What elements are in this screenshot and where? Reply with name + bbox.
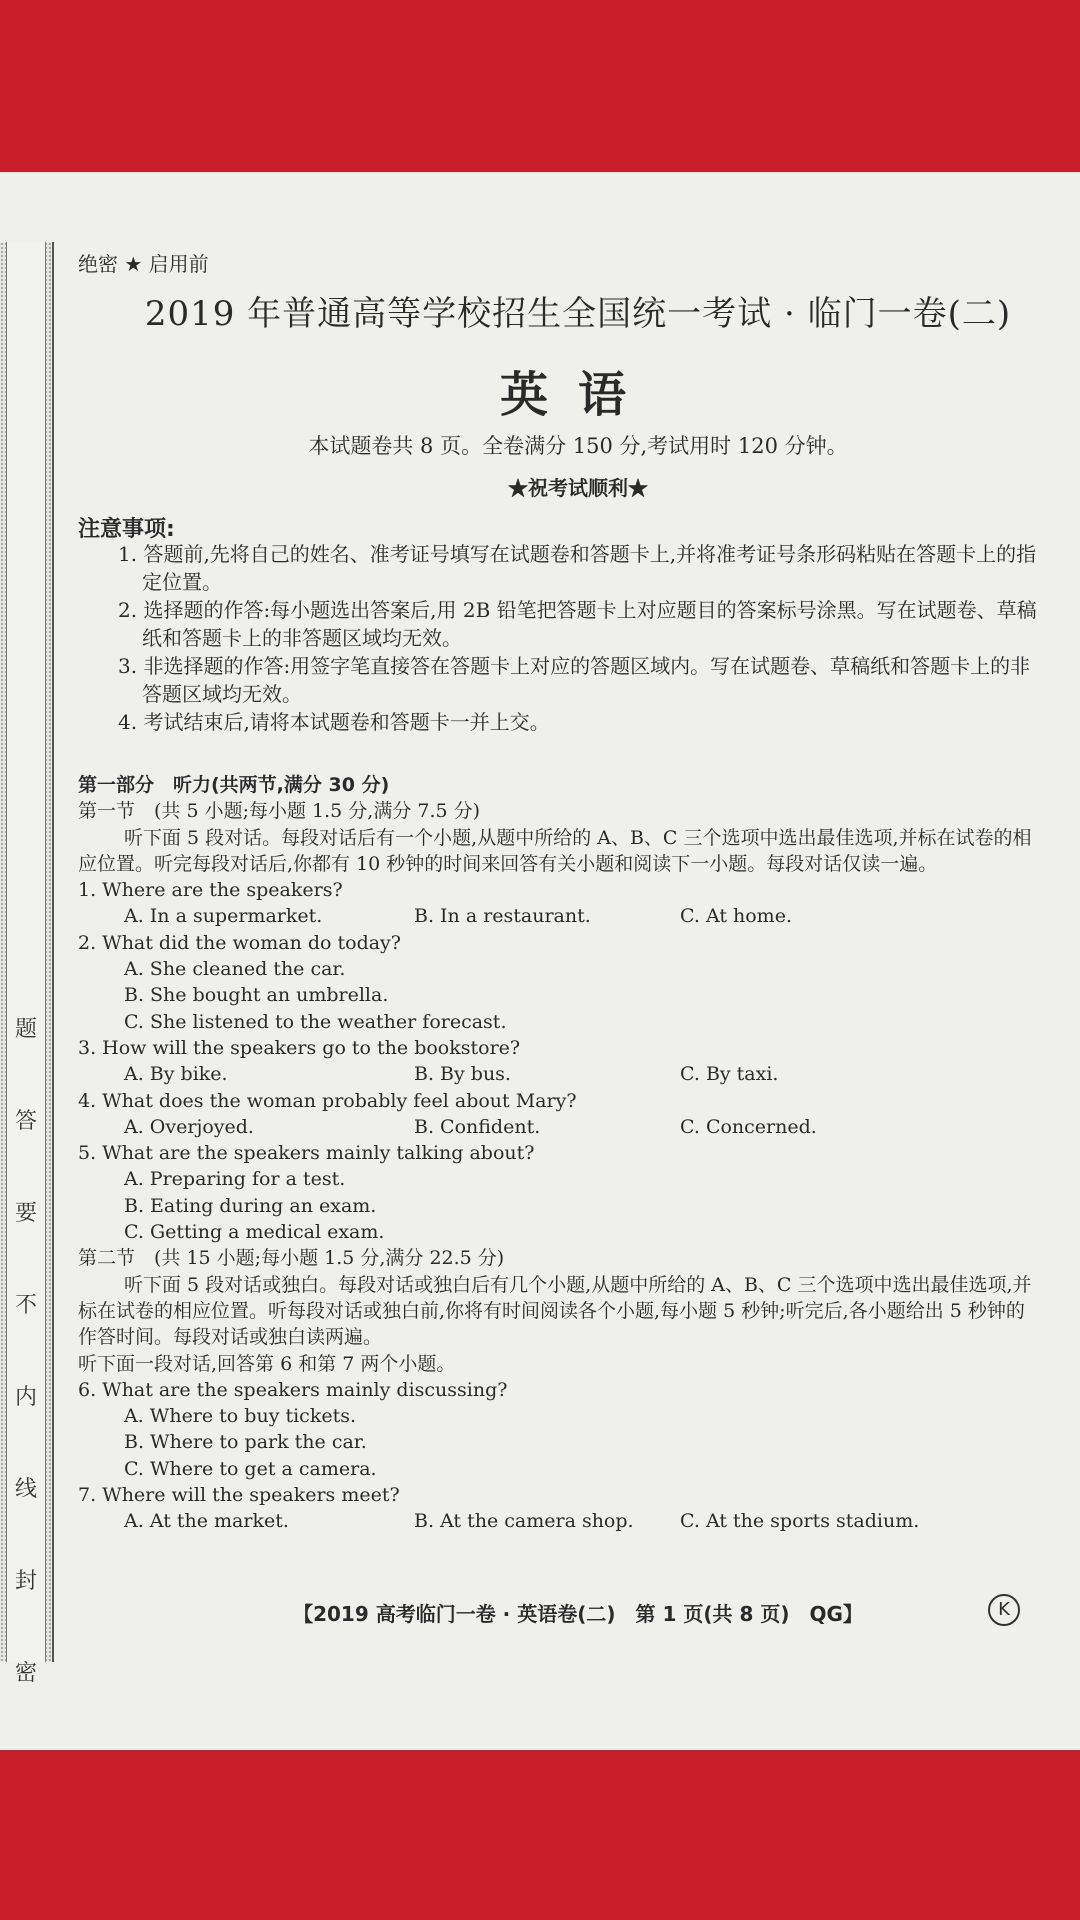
section-instructions: 听下面 5 段对话。每段对话后有一个小题,从题中所给的 A、B、C 三个选项中选出最佳选项,并标在试卷的相应位置。听完每段对话后,你都有 10 秒钟的时间来回答有关小题和阅读下一小题。每段对话仅读一遍。 — [78, 826, 1032, 875]
option-c: C. Getting a medical exam. — [124, 1221, 385, 1244]
seal-char: 封 — [14, 1569, 37, 1594]
seal-char: 线 — [14, 1477, 37, 1502]
exam-paper — [0, 172, 1080, 1750]
seal-char: 答 — [14, 1109, 37, 1134]
question-options — [78, 1508, 1038, 1534]
option-a: A. At the market. — [124, 1510, 289, 1533]
listening-part — [78, 772, 1038, 1535]
question-stem: 6. What are the speakers mainly discussing? — [78, 1378, 508, 1401]
question-stem: 4. What does the woman probably feel about Mary? — [78, 1089, 577, 1112]
question-stem: 2. What did the woman do today? — [78, 931, 401, 954]
question-options — [78, 903, 1038, 929]
option-c: C. By taxi. — [680, 1063, 779, 1086]
question-stem: 5. What are the speakers mainly talking about? — [78, 1142, 535, 1165]
seal-char: 不 — [14, 1293, 37, 1318]
good-luck-line: ★祝考试顺利★ — [508, 476, 648, 500]
secret-label: 绝密 ★ 启用前 — [78, 252, 209, 276]
option-c: C. She listened to the weather forecast. — [124, 1010, 507, 1033]
option-a: A. By bike. — [124, 1063, 228, 1086]
notice-list — [118, 540, 1038, 736]
option-b: B. By bus. — [414, 1063, 511, 1086]
option-c: C. At home. — [680, 905, 792, 928]
question-stem: 1. Where are the speakers? — [78, 879, 343, 902]
exam-info: 本试题卷共 8 页。全卷满分 150 分,考试用时 120 分钟。 — [308, 434, 848, 458]
question-stem: 7. Where will the speakers meet? — [78, 1484, 400, 1507]
part-heading: 第一部分 听力(共两节,满分 30 分) — [78, 774, 390, 796]
option-b: B. At the camera shop. — [414, 1510, 634, 1533]
notice-item: 2. 选择题的作答:每小题选出答案后,用 2B 铅笔把答题卡上对应题目的答案标号涂黑。写在试题卷、草稿纸和答题卡上的非答题区域均无效。 — [118, 598, 1037, 650]
dialogue-lead: 听下面一段对话,回答第 6 和第 7 两个小题。 — [78, 1352, 456, 1375]
option-b: B. Where to park the car. — [124, 1431, 367, 1454]
option-a: A. Overjoyed. — [124, 1115, 254, 1138]
option-b: B. Confident. — [414, 1115, 541, 1138]
seal-char: 内 — [14, 1385, 37, 1410]
option-a: A. Preparing for a test. — [124, 1168, 346, 1191]
notice-item: 4. 考试结束后,请将本试题卷和答题卡一并上交。 — [118, 710, 550, 734]
subject-title: 英语 — [499, 367, 656, 423]
exam-title: 2019 年普通高等学校招生全国统一考试 · 临门一卷(二) — [144, 294, 1012, 334]
option-a: A. She cleaned the car. — [124, 958, 346, 981]
page-footer: 【2019 高考临门一卷 · 英语卷(二) 第 1 页(共 8 页) QG】 — [293, 1602, 863, 1626]
notice-item: 3. 非选择题的作答:用签字笔直接答在答题卡上对应的答题区域内。写在试题卷、草稿纸和答题卡上的非答题区域均无效。 — [118, 654, 1031, 706]
section-heading: 第二节 (共 15 小题;每小题 1.5 分,满分 22.5 分) — [78, 1247, 505, 1270]
section-heading: 第一节 (共 5 小题;每小题 1.5 分,满分 7.5 分) — [78, 800, 481, 823]
seal-margin — [0, 242, 54, 1686]
option-c: C. At the sports stadium. — [680, 1510, 920, 1533]
option-b: B. Eating during an exam. — [124, 1194, 377, 1217]
question-stem: 3. How will the speakers go to the bookstore? — [78, 1036, 521, 1059]
seal-char: 要 — [14, 1201, 37, 1226]
circled-k-mark: K — [988, 1594, 1020, 1626]
seal-char: 密 — [14, 1661, 37, 1686]
seal-char: 题 — [14, 1017, 37, 1042]
option-b: B. In a restaurant. — [414, 905, 591, 928]
page-content — [78, 172, 1050, 1750]
option-a: A. In a supermarket. — [124, 905, 323, 928]
notice-heading: 注意事项: — [78, 517, 175, 542]
question-options — [78, 1061, 1038, 1087]
section-instructions: 听下面 5 段对话或独白。每段对话或独白后有几个小题,从题中所给的 A、B、C 三个选项中选出最佳选项,并标在试卷的相应位置。听每段对话或独白前,你将有时间阅读各个小题,每小题 5 秒钟;听完后,各小题给出 5 秒钟的作答时间。每段对话或独白读两遍。 — [78, 1273, 1032, 1349]
option-c: C. Concerned. — [680, 1115, 817, 1138]
option-a: A. Where to buy tickets. — [124, 1405, 356, 1428]
question-options — [78, 1114, 1038, 1140]
option-c: C. Where to get a camera. — [124, 1457, 377, 1480]
notice-item: 1. 答题前,先将自己的姓名、准考证号填写在试题卷和答题卡上,并将准考证号条形码粘贴在答题卡上的指定位置。 — [118, 542, 1037, 594]
option-b: B. She bought an umbrella. — [124, 984, 389, 1007]
